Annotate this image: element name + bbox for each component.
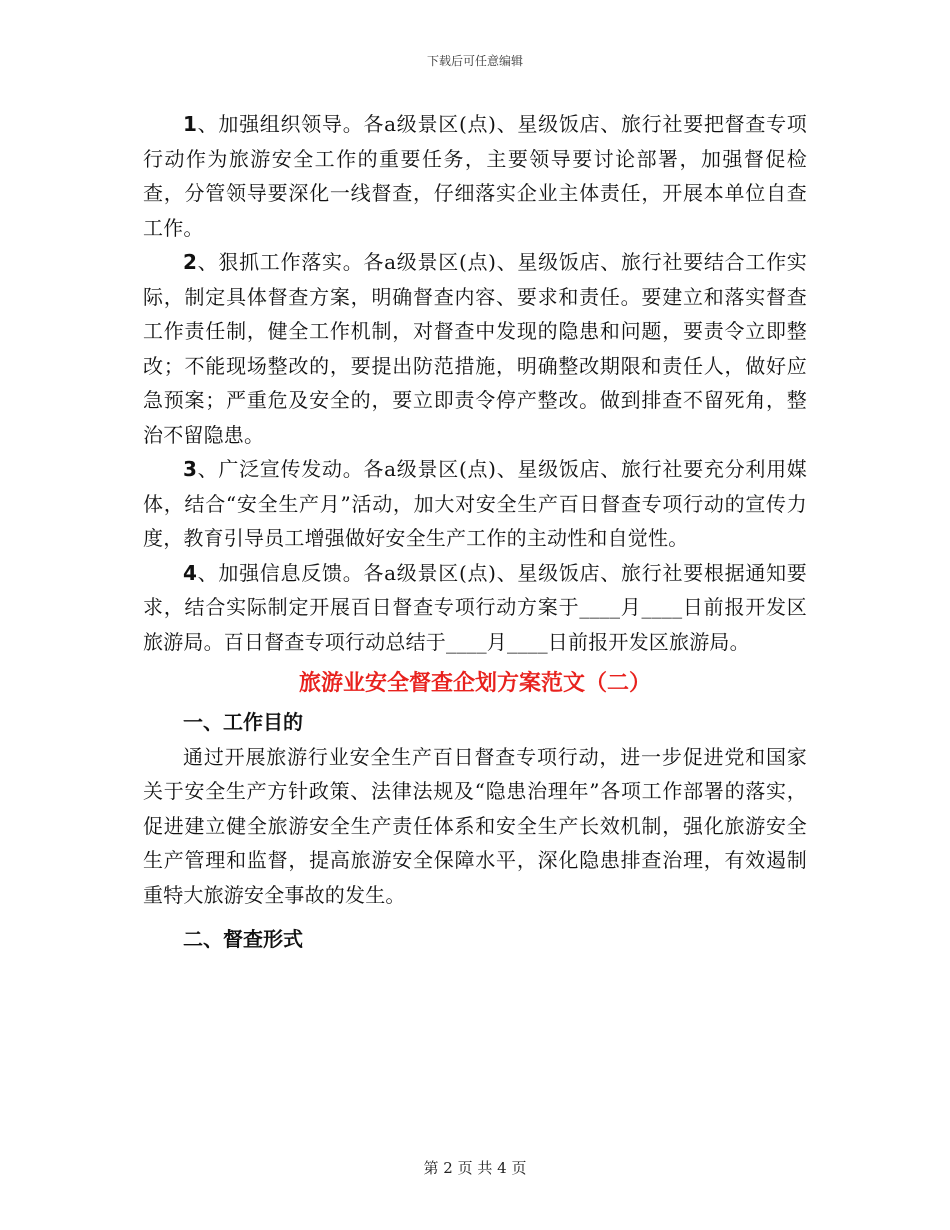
item-number: 1 — [183, 112, 198, 136]
item-text: 、狠抓工作落实。各a级景区(点)、星级饭店、旅行社要结合工作实际，制定具体督查方案，明确督查内容、要求和责任。要建立和落实督查工作责任制，健全工作机制，对督查中发现的隐患和问题，要责令立即整改；不能现场整改的，要提出防范措施，明确整改期限和责任人，做好应急预案；严重危及安全的，要立即责令停产整改。做到排查不留死角，整治不留隐患。 — [143, 250, 807, 447]
heading-work-purpose: 一、工作目的 — [183, 710, 303, 734]
item-text: 、广泛宣传发动。各a级景区(点)、星级饭店、旅行社要充分利用媒体，结合“安全生产月”活动，加大对安全生产百日督查专项行动的宣传力度，教育引导员工增强做好安全生产工作的主动性和自觉性。 — [143, 457, 807, 550]
page-header: 下载后可任意编辑 — [426, 54, 523, 68]
item-number: 2 — [183, 250, 198, 274]
paragraph-item-4 — [143, 556, 807, 660]
item-number: 4 — [183, 560, 198, 585]
section-title: 旅游业安全督查企划方案范文（二） — [298, 671, 651, 696]
page-footer: 第 2 页 共 4 页 — [423, 1159, 527, 1177]
item-text: 、加强组织领导。各a级景区(点)、星级饭店、旅行社要把督查专项行动作为旅游安全工作的重要任务，主要领导要讨论部署，加强督促检查，分管领导要深化一线督查，仔细落实企业主体责任，开展本单位自查工作。 — [143, 112, 807, 240]
item-number: 3 — [183, 457, 198, 481]
paragraph-item-2 — [143, 245, 807, 452]
paragraph-item-1 — [143, 107, 807, 245]
heading-inspection-form: 二、督查形式 — [183, 927, 303, 951]
paragraph-work-purpose: 通过开展旅游行业安全生产百日督查专项行动，进一步促进党和国家关于安全生产方针政策、法律法规及“隐患治理年”各项工作部署的落实，促进建立健全旅游安全生产责任体系和安全生产长效机制，强化旅游安全生产管理和监督，提高旅游安全保障水平，深化隐患排查治理，有效遏制重特大旅游安全事故的发生。 — [143, 744, 807, 907]
document-body — [143, 107, 807, 957]
item-text: 、加强信息反馈。各a级景区(点)、星级饭店、旅行社要根据通知要求，结合实际制定开展百日督查专项行动方案于____月____日前报开发区旅游局。百日督查专项行动总结于____月____日前报开发区旅游局。 — [143, 560, 807, 654]
paragraph-item-3 — [143, 452, 807, 556]
